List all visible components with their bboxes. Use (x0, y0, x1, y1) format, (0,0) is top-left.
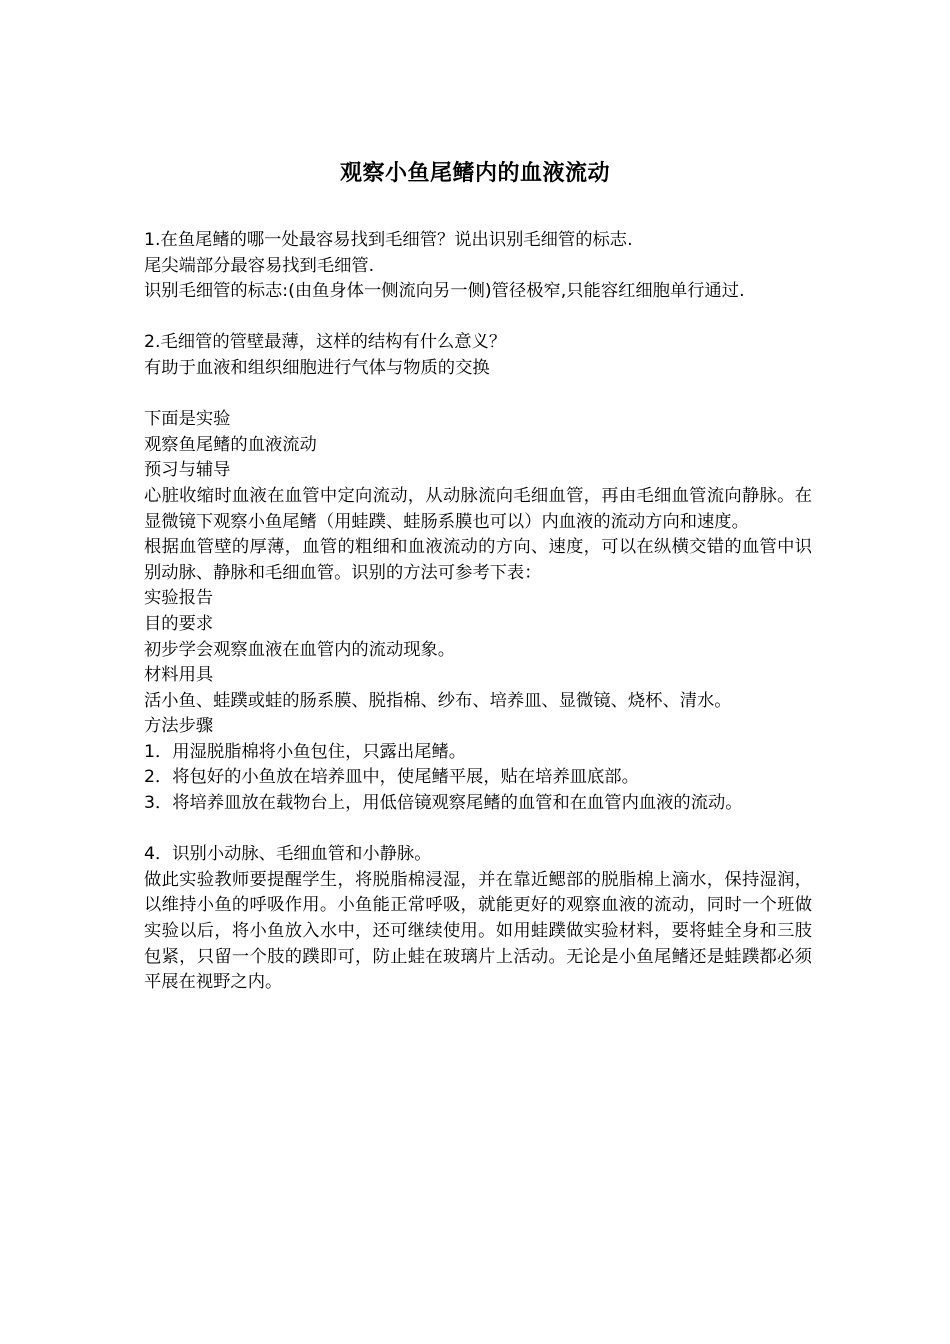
preview-heading: 预习与辅导 (144, 460, 231, 481)
answer-1-line-2: 识别毛细管的标志:(由鱼身体一侧流向另一侧)管径极窄,只能容红细胞单行通过. (144, 281, 745, 302)
blank-line (144, 305, 812, 331)
blank-line (144, 817, 812, 843)
goal-text: 初步学会观察血液在血管内的流动现象。 (144, 639, 456, 660)
materials-text: 活小鱼、蛙蹼或蛙的肠系膜、脱指棉、纱布、培养皿、显微镜、烧杯、清水。 (144, 690, 732, 711)
step-1: 1．用湿脱脂棉将小鱼包住，只露出尾鳍。 (144, 741, 467, 762)
experiment-intro: 下面是实验 (144, 409, 231, 430)
note-paragraph: 做此实验教师要提醒学生，将脱脂棉浸湿，并在靠近鳃部的脱脂棉上滴水，保持湿润，以维持小鱼的呼吸作用。小鱼能正常呼吸，就能更好的观察血液的流动，同时一个班做实验以后，将小鱼放入水中，还可继续使用。如用蛙蹼做实验材料，要将蛙全身和三肢包紧，只留一个肢的蹼即可，防止蛙在玻璃片上活动。无论是小鱼尾鳍还是蛙蹼都必须平展在视野之内。 (144, 869, 812, 993)
experiment-name: 观察鱼尾鳍的血液流动 (144, 434, 317, 455)
step-2: 2．将包好的小鱼放在培养皿中，使尾鳍平展，贴在培养皿底部。 (144, 767, 639, 788)
step-3: 3．将培养皿放在载物台上，用低倍镜观察尾鳍的血管和在血管内血液的流动。 (144, 793, 743, 814)
method-heading: 方法步骤 (144, 716, 214, 737)
blank-line (144, 382, 812, 408)
question-1: 1.在鱼尾鳍的哪一处最容易找到毛细管？说出识别毛细管的标志. (144, 230, 633, 250)
document-body (144, 228, 812, 996)
preview-paragraph-2: 根据血管壁的厚薄，血管的粗细和血液流动的方向、速度，可以在纵横交错的血管中识别动脉、静脉和毛细血管。识别的方法可参考下表： (144, 537, 812, 583)
document-title: 观察小鱼尾鳍内的血液流动 (339, 161, 610, 186)
materials-heading: 材料用具 (144, 665, 214, 686)
answer-1-line-1: 尾尖端部分最容易找到毛细管. (144, 255, 375, 276)
goal-heading: 目的要求 (144, 613, 214, 634)
answer-2: 有助于血液和组织细胞进行气体与物质的交换 (144, 357, 490, 378)
preview-paragraph-1: 心脏收缩时血液在血管中定向流动，从动脉流向毛细血管，再由毛细血管流向静脉。在显微镜下观察小鱼尾鳍（用蛙蹼、蛙肠系膜也可以）内血液的流动方向和速度。 (144, 485, 812, 532)
question-2: 2.毛细管的管壁最薄，这样的结构有什么意义？ (144, 332, 507, 353)
step-4: 4．识别小动脉、毛细血管和小静脉。 (144, 844, 432, 865)
report-heading: 实验报告 (144, 588, 214, 609)
